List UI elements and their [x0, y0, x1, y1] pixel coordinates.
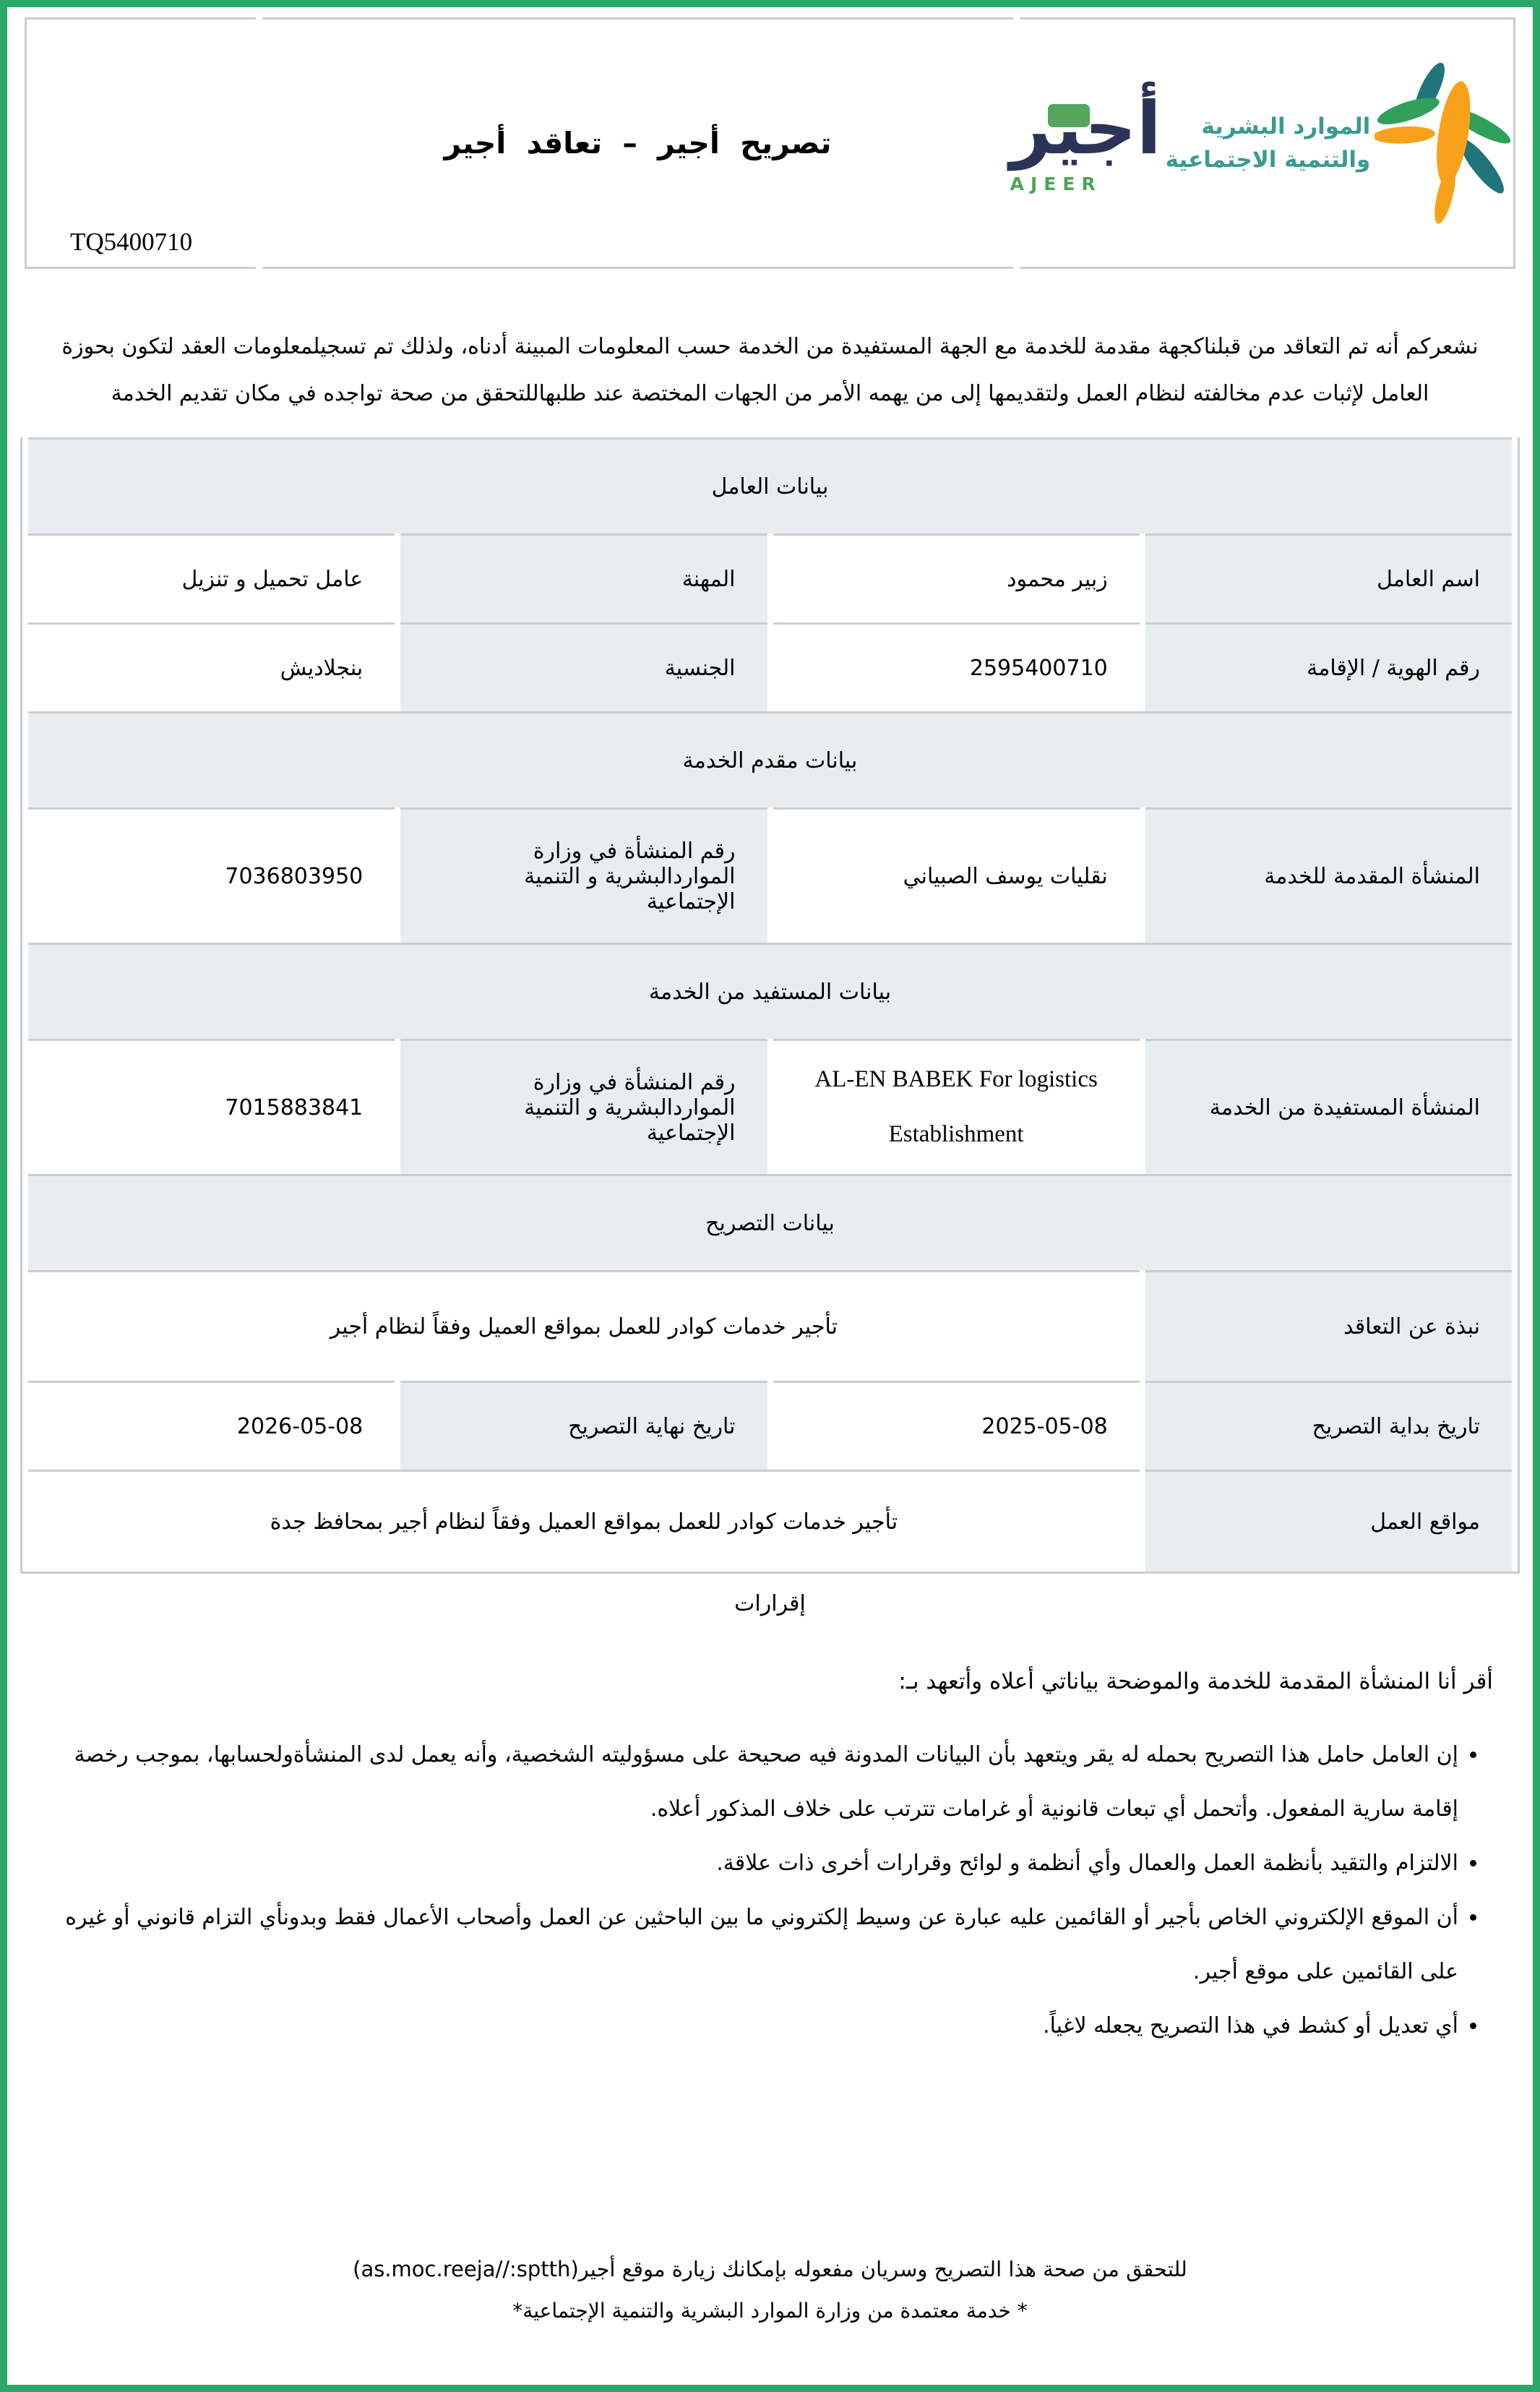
header-title-cell [262, 17, 1013, 269]
beneficiary-name-value: AL-EN BABEK For logistics Establishment [773, 1039, 1140, 1174]
provider-section-title: بيانات مقدم الخدمة [28, 711, 1512, 807]
worker-section-title: بيانات العامل [28, 437, 1512, 533]
header-logos-cell [1010, 17, 1515, 269]
footer-verify-line: للتحقق من صحة هذا التصريح وسريان مفعوله بإمكانك زيارة موقع أجير(as.moc.reeja//:sptth) [353, 2257, 1187, 2281]
declarations-block [47, 1668, 1493, 2053]
permit-table-wrap [20, 437, 1520, 1574]
footer-approved-line: * خدمة معتمدة من وزارة الموارد البشرية والتنمية الإجتماعية* [512, 2299, 1028, 2323]
permit-locations-row [28, 1470, 1512, 1572]
worker-nationality-label: الجنسية [400, 622, 767, 711]
ajeer-logo-arabic: أجير [1010, 85, 1162, 171]
worker-name-value: زبير محمود [773, 533, 1140, 622]
header-left-cell [25, 17, 256, 269]
ajeer-logo-latin: AJEER [1010, 173, 1102, 194]
permit-summary-value: تأجير خدمات كوادر للعمل بمواقع العميل وفقاً لنظام أجير [28, 1270, 1140, 1381]
declaration-item: • الالتزام والتقيد بأنظمة العمل والعمال وأي أنظمة و لوائح وقرارات أخرى ذات علاقة. [47, 1836, 1458, 1890]
beneficiary-name-label: المنشأة المستفيدة من الخدمة [1145, 1039, 1512, 1174]
beneficiary-number-label: رقم المنشأة في وزارة المواردالبشرية و التنمية الإجتماعية [400, 1039, 767, 1174]
worker-id-label: رقم الهوية / الإقامة [1145, 622, 1512, 711]
tq-number: TQ5400710 [70, 228, 193, 256]
ministry-logo-text-line1: الموارد البشرية [1201, 113, 1371, 140]
ajeer-logo-arabic-wrap [1010, 85, 1162, 171]
provider-name-label: المنشأة المقدمة للخدمة [1145, 807, 1512, 943]
ministry-logo-text-line2: والتنمية الاجتماعية [1165, 147, 1371, 173]
provider-row [28, 807, 1512, 943]
worker-profession-label: المهنة [400, 533, 767, 622]
worker-id-value: 2595400710 [773, 622, 1140, 711]
beneficiary-number-value: 7015883841 [28, 1039, 395, 1174]
beneficiary-section-title: بيانات المستفيد من الخدمة [28, 943, 1512, 1039]
worker-row-1 [28, 533, 1512, 622]
document-footer [7, 2257, 1533, 2323]
document-header [18, 17, 1522, 269]
worker-profession-value: عامل تحميل و تنزيل [28, 533, 395, 622]
declaration-item: • أي تعديل أو كشط في هذا التصريح يجعله لاغياً. [47, 1999, 1458, 2053]
provider-number-label: رقم المنشأة في وزارة المواردالبشرية و التنمية الإجتماعية [400, 807, 767, 943]
permit-start-value: 2025-05-08 [773, 1381, 1140, 1470]
provider-name-value: نقليات يوسف الصبياني [773, 807, 1140, 943]
declaration-item: • إن العامل حامل هذا التصريح بحمله له يقر ويتعهد بأن البيانات المدونة فيه صحيحة على مسؤوليته الشخصية، وأنه يعمل لدى المنشأةولحسابها، بموجب رخصة إقامة سارية المفعول. وأتحمل أي تبعات قانونية أو غرامات تترتب على خلاف المذكور أعلاه. [47, 1728, 1458, 1836]
section-header-beneficiary [28, 943, 1512, 1039]
worker-name-label: اسم العامل [1145, 533, 1512, 622]
section-header-permit [28, 1174, 1512, 1270]
worker-row-2 [28, 622, 1512, 711]
hrsd-palm-icon [1375, 59, 1523, 228]
beneficiary-row [28, 1039, 1512, 1174]
section-header-worker [28, 437, 1512, 533]
declarations-list [47, 1728, 1493, 2053]
ministry-logo-text [1166, 110, 1371, 177]
permit-end-value: 2026-05-08 [28, 1381, 395, 1470]
permit-dates-row [28, 1381, 1512, 1470]
permit-locations-label: مواقع العمل [1145, 1470, 1512, 1572]
worker-nationality-value: بنجلاديش [28, 622, 395, 711]
ajeer-logo [1010, 85, 1162, 194]
permit-section-title: بيانات التصريح [28, 1174, 1512, 1270]
logos-group [1010, 59, 1513, 228]
section-header-provider [28, 711, 1512, 807]
permit-end-label: تاريخ نهاية التصريح [400, 1381, 767, 1470]
permit-summary-row [28, 1270, 1512, 1381]
permit-start-label: تاريخ بداية التصريح [1145, 1381, 1512, 1470]
declaration-item: • أن الموقع الإلكتروني الخاص بأجير أو القائمين عليه عبارة عن وسيط إلكتروني ما بين الباحثين عن العمل وأصحاب الأعمال فقط وبدونأي التزام قانوني أو غيره على القائمين على موقع أجير. [47, 1890, 1458, 1999]
intro-paragraph: نشعركم أنه تم التعاقد من قبلناكجهة مقدمة للخدمة مع الجهة المستفيدة من الخدمة حسب المعلومات المبينة أدناه، ولذلك تم تسجيلمعلومات العقد لتكون بحوزة العامل لإثبات عدم مخالفته لنظام العمل ولتقديمها إلى من يهمه الأمر من الجهات المختصة عند طلبهاللتحقق من صحة تواجده في مكان تقديم الخدمة [61, 334, 1479, 406]
permit-summary-label: نبذة عن التعاقد [1145, 1270, 1512, 1381]
permit-table [22, 437, 1518, 1572]
declarations-intro: أقر أنا المنشأة المقدمة للخدمة والموضحة بياناتي أعلاه وأتعهد بـ: [898, 1668, 1493, 1694]
provider-number-value: 7036803950 [28, 807, 395, 943]
permit-locations-value: تأجير خدمات كوادر للعمل بمواقع العميل وفقاً لنظام أجير بمحافظ جدة [28, 1470, 1140, 1572]
declarations-heading: إقرارات [734, 1591, 806, 1616]
ministry-logo [1166, 59, 1523, 228]
page-title: تصريح أجير – تعاقد أجير [444, 126, 832, 160]
